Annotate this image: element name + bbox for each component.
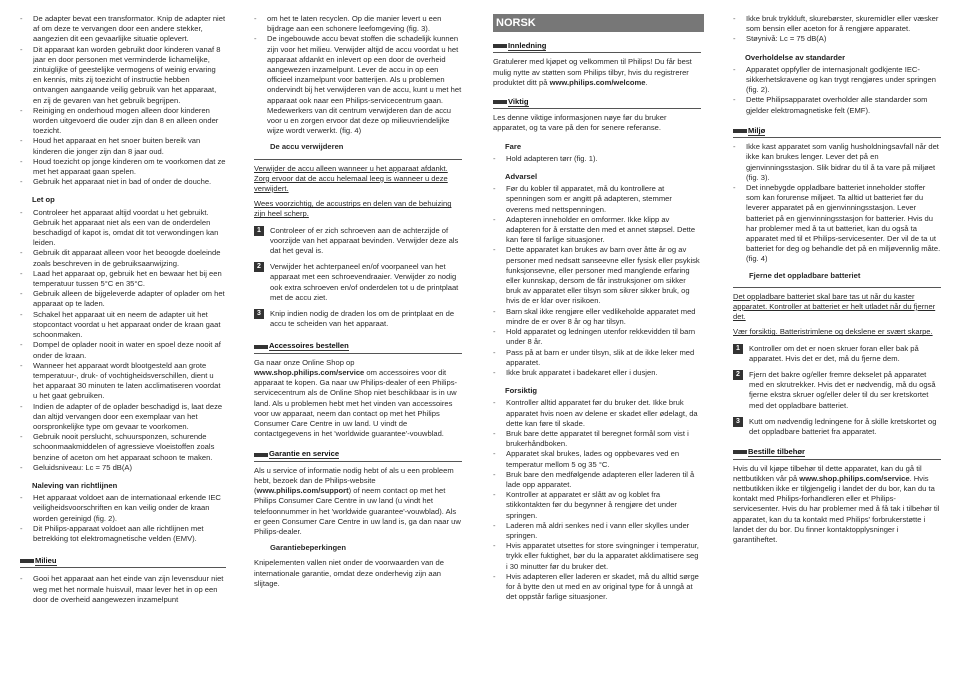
- heading-bar-icon: [493, 44, 507, 48]
- list-item: - De ingebouwde accu bevat stoffen die schadelijk kunnen zijn voor het milieu. Verwijder altijd de accu voordat u het apparaat afdankt en inlevert op een door de overheid aangewezen inzamelpunt. Lever de accu in op een officieel inzamelpunt voor batterijen. Als u problemen ondervindt bij het verwijderen van de accu, kunt u met het apparaat ook naar een Philips-servicecentrum gaan. Medewerkers van dit centrum verwijderen dan de accu voor u en zorgen ervoor dat deze op milieuvriendelijke wijze wordt verwerkt. (fig. 4): [254, 34, 462, 136]
- list-item: - Gebruik dit apparaat alleen voor het beoogde doeleinde zoals beschreven in de gebruiksaanwijzing.: [20, 248, 226, 268]
- heading-bar-icon: [493, 100, 507, 104]
- list-item: - om het te laten recyclen. Op die manier levert u een bijdrage aan een schonere leefomgeving (fig. 3).: [254, 14, 462, 34]
- warning-text: Verwijder de accu alleen wanneer u het apparaat afdankt. Zorg ervoor dat de accu helemaal leeg is wanneer u deze verwijdert.: [254, 163, 448, 194]
- list-item: - Houd toezicht op jonge kinderen om te voorkomen dat ze met het apparaat gaan spelen.: [20, 157, 226, 177]
- heading-bar-icon: [254, 453, 268, 457]
- paragraph: Ga naar onze Online Shop op www.shop.philips.com/service om accessoires voor dit apparaat te kopen. Ga naar uw Philips-dealer of een Philips-servicecentrum als de Online Shop niet beschikbaar is in uw land. Als u problemen hebt met het vinden van accessoires voor uw apparaat, neem dan contact op met het Philips Consumer Care Centre in uw land. U vindt de contactgegevens in het 'worldwide guarantee'-vouwblad.: [254, 357, 458, 439]
- heading-bar-icon: [733, 450, 747, 454]
- list-item: - Geluidsniveau: Lc = 75 dB(A): [20, 463, 226, 473]
- column-3: [493, 14, 701, 602]
- heading-bar-icon: [254, 345, 268, 349]
- section-heading-milieu: Milieu: [20, 556, 226, 566]
- paragraph: Knipelementen vallen niet onder de voorwaarden van de internationale garantie, omdat deze onderhevig zijn aan slijtage.: [254, 558, 444, 588]
- list-item: - Hold adapteren tørr (fig. 1).: [493, 154, 701, 164]
- shop-link[interactable]: www.shop.philips.com/service: [799, 473, 910, 483]
- list-item: - Hold apparatet og ledningen utenfor rekkevidden til barn under 8 år.: [493, 327, 701, 347]
- step-3: 3 Kutt om nødvendig ledningene for å skille kretskortet og det oppladbare batteriet fra apparatet.: [733, 417, 941, 437]
- safety-list: [20, 14, 226, 187]
- divider: [733, 459, 941, 460]
- step-2: 2 Fjern det bakre og/eller fremre dekselet på apparatet med en skrutrekker. Hvis det er nødvendig, må du også fjerne ekstra skruer og/eller deler til du ser kretskortet med det oppladbare batteriet.: [733, 370, 941, 411]
- list-item: - Barn skal ikke rengjøre eller vedlikeholde apparatet med mindre de er over 8 år og har tilsyn.: [493, 307, 701, 327]
- list-item: - Bruk bare den medfølgende adapteren eller laderen til å lade opp apparatet.: [493, 470, 701, 490]
- list-item: - Dit apparaat kan worden gebruikt door kinderen vanaf 8 jaar en door personen met verminderde lichamelijke, zintuiglijke of geestelijke vermogens of weinig ervaring en kennis, mits zij toezicht of instructie hebben ontvangen aangaande veilig gebruik van het apparaat, en zij de gevaren van het gebruik begrijpen.: [20, 45, 226, 106]
- list-item: - Adapteren inneholder en omformer. Ikke klipp av adapteren for å erstatte den med et annet støpsel. Dette kan føre til farlige situasjoner.: [493, 215, 701, 246]
- list-item: - Før du kobler til apparatet, må du kontrollere at spenningen som er angitt på adapteren, stemmer overens med nettspenningen.: [493, 184, 701, 215]
- section-subheading: Forsiktig: [505, 386, 538, 396]
- section-heading-garantie: Garantie en service: [254, 449, 462, 459]
- environment-list: [733, 142, 941, 264]
- list-item: - Laad het apparaat op, gebruik het en bewaar het bij een temperatuur tussen 5°C en 35°C.: [20, 269, 226, 289]
- list-item: - Dompel de oplader nooit in water en spoel deze nooit af onder de kraan.: [20, 340, 226, 360]
- list-item: - Kontroller at apparatet er slått av og koblet fra stikkontakten før du begynner å rengjøre det under springen.: [493, 490, 701, 521]
- section-heading-bestille: Bestille tilbehør: [733, 447, 941, 457]
- section-subheading: Naleving van richtlijnen: [32, 480, 118, 490]
- paragraph: Gratulerer med kjøpet og velkommen til Philips! Du får best mulig nytte av støtten som Philips tilbyr, hvis du registrerer produktet ditt på www.philips.com/welcome.: [493, 57, 692, 87]
- list-item: - Pass på at barn er under tilsyn, slik at de ikke leker med apparatet.: [493, 348, 701, 368]
- warning-text: Det oppladbare batteriet skal bare tas ut når du kaster apparatet. Kontroller at batteriet er helt utladet når du fjerner det.: [733, 291, 936, 322]
- compliance-list: [733, 65, 941, 116]
- column-1: [20, 14, 226, 605]
- list-item: - De adapter bevat een transformator. Knip de adapter niet af om deze te vervangen door een andere stekker, aangezien dit een gevaarlijke situatie oplevert.: [20, 14, 226, 45]
- warning-text: Vær forsiktig. Batteristrimlene og dekslene er svært skarpe.: [733, 327, 933, 337]
- divider: [493, 108, 701, 109]
- paragraph: Als u service of informatie nodig hebt of als u een probleem hebt, bezoek dan de Philips-website (www.philips.com/support) of neem contact op met het Philips Consumer Care Centre in uw land (u vindt het telefoonnummer in het 'worldwide guarantee'-vouwblad). Als er geen Consumer Care Centre in uw land is, ga dan naar uw Philips-dealer.: [254, 465, 461, 536]
- caution-list: [20, 208, 226, 473]
- language-banner: NORSK: [493, 14, 704, 32]
- divider: [20, 567, 226, 568]
- list-item: - Controleer het apparaat altijd voordat u het gebruikt. Gebruik het apparaat niet als een van de onderdelen beschadigd of kapot is, omdat dit tot verwondingen kan leiden.: [20, 208, 226, 249]
- list-item: - Hvis apparatet utsettes for store svingninger i temperatur, trykk eller fuktighet, bør du la apparatet akklimatisere seg i 30 minutter før du bruker det.: [493, 541, 701, 572]
- column-4: [733, 14, 941, 545]
- warning-text: Wees voorzichtig, de accustrips en delen van de behuizing zijn heel scherp.: [254, 199, 452, 219]
- list-item: - Wanneer het apparaat wordt blootgesteld aan grote temperatuur-, druk- of vochtigheidsverschillen, dient u het apparaat 30 minuten te laten acclimatiseren voordat u het gaat gebruiken.: [20, 361, 226, 402]
- support-link[interactable]: www.philips.com/support: [256, 486, 349, 496]
- caution-list: [493, 398, 701, 602]
- section-subheading: De accu verwijderen: [270, 142, 344, 152]
- step-1: 1 Kontroller om det er noen skruer foran eller bak på apparatet. Hvis det er det, må du fjerne dem.: [733, 344, 941, 364]
- divider: [493, 52, 701, 53]
- list-item: - Apparatet skal brukes, lades og oppbevares ved en temperatur mellom 5 og 35 °C.: [493, 449, 701, 469]
- list-item: - Dette apparatet kan brukes av barn over åtte år og av personer med nedsatt sanseevne eller fysisk eller psykisk funksjonsevne, eller personer med manglende erfaring eller kunnskap, dersom de får instruksjoner om sikker bruk av apparatet eller tilsyn som sikrer sikker bruk, og hvis de er klar over risikoen.: [493, 245, 701, 306]
- divider: [254, 461, 462, 462]
- section-subheading: Fare: [505, 141, 522, 151]
- danger-list: [493, 154, 701, 164]
- list-item: - Apparatet oppfyller de internasjonalt godkjente IEC-sikkerhetskravene og kan trygt rengjøres under springen (fig. 2).: [733, 65, 941, 96]
- list-item: - Støynivå: Lc = 75 dB(A): [733, 34, 941, 44]
- environment-list-cont: [254, 14, 462, 136]
- list-item: - Laderen må aldri senkes ned i vann eller skylles under springen.: [493, 521, 701, 541]
- list-item: - Ikke kast apparatet som vanlig husholdningsavfall når det ikke kan brukes lenger. Lever det på en gjenvinningsstasjon. Slik bidrar du til å ta vare på miljøet (fig. 3).: [733, 142, 941, 183]
- list-item: - Indien de adapter of de oplader beschadigd is, laat deze dan altijd vervangen door een exemplaar van het oorspronkelijke type om gevaar te voorkomen.: [20, 402, 226, 433]
- list-item: - Ikke bruk apparatet i badekaret eller i dusjen.: [493, 368, 701, 378]
- section-heading-miljo: Miljø: [733, 126, 941, 136]
- section-heading-innledning: Innledning: [493, 41, 701, 51]
- divider: [254, 353, 462, 354]
- list-item: - Det innebygde oppladbare batteriet inneholder stoffer som kan forurense miljøet. Ta alltid ut batteriet før du leverer apparatet på en gjenvinningsstasjon. Lever batteriet på en gjenvinningsstasjon for batterier. Hvis du har problemer med å ta ut batteriet, kan du også ta apparatet med til et Philips-servicesenter. Der vil de ta ut batteriet for deg og behandle det på en miljøvennlig måte. (fig. 4): [733, 183, 941, 265]
- list-item: - Gebruik het apparaat niet in bad of onder de douche.: [20, 177, 226, 187]
- paragraph: Les denne viktige informasjonen nøye før du bruker apparatet, og ta vare på den for senere referanse.: [493, 113, 667, 133]
- section-subheading: Let op: [32, 195, 55, 205]
- list-item: - Gebruik alleen de bijgeleverde adapter of oplader om het apparaat op te laden.: [20, 289, 226, 309]
- step-3: 3 Knip indien nodig de draden los om de printplaat en de accu te scheiden van het apparaat.: [254, 309, 462, 329]
- section-heading-accessoires: Accessoires bestellen: [254, 341, 462, 351]
- compliance-list: [20, 493, 226, 544]
- list-item: - Kontroller alltid apparatet før du bruker det. Ikke bruk apparatet hvis noen av delene er skadet eller ødelagt, da dette kan føre til skade.: [493, 398, 701, 429]
- list-item: - Dit Philips-apparaat voldoet aan alle richtlijnen met betrekking tot elektromagnetische velden (EMV).: [20, 524, 226, 544]
- section-subheading: Fjerne det oppladbare batteriet: [749, 270, 861, 280]
- section-subheading: Overholdelse av standarder: [745, 52, 846, 62]
- heading-bar-icon: [20, 559, 34, 563]
- list-item: - Het apparaat voldoet aan de internationaal erkende IEC veiligheidsvoorschriften en kan veilig onder de kraan worden gereinigd (fig. 2).: [20, 493, 226, 524]
- section-heading-viktig: Viktig: [493, 97, 701, 107]
- heading-bar-icon: [733, 129, 747, 133]
- list-item: - Schakel het apparaat uit en neem de adapter uit het stopcontact voordat u het apparaat onder de kraan gaat schoonmaken.: [20, 310, 226, 341]
- shop-link[interactable]: www.shop.philips.com/service: [254, 368, 365, 377]
- list-item: - Dette Philipsapparatet overholder alle standarder som gjelder elektromagnetiske felt (EMF).: [733, 95, 941, 115]
- step-2: 2 Verwijder het achterpaneel en/of voorpaneel van het apparaat met een schroevendraaier. Verwijder zo nodig ook extra schroeven en/of onderdelen tot u de printplaat met de accu ziet.: [254, 262, 462, 303]
- welcome-link[interactable]: www.philips.com/welcome: [549, 77, 646, 87]
- section-subheading: Garantiebeperkingen: [270, 543, 346, 553]
- step-1: 1 Controleer of er zich schroeven aan de achterzijde of voorzijde van het apparaat bevinden. Verwijder deze als dat het geval is.: [254, 226, 462, 257]
- list-item: - Gooi het apparaat aan het einde van zijn levensduur niet weg met het normale huisvuil, maar lever het in op een door de overheid aangewezen inzamelpunt: [20, 574, 226, 605]
- list-item: - Gebruik nooit perslucht, schuursponzen, schurende schoonmaakmiddelen of agressieve vloeistoffen zoals benzine of aceton om het apparaat schoon te maken.: [20, 432, 226, 463]
- list-item: - Ikke bruk trykkluft, skurebørster, skuremidler eller væsker som bensin eller aceton for å rengjøre apparatet.: [733, 14, 941, 34]
- divider: [733, 137, 941, 138]
- caution-list-cont: [733, 14, 941, 45]
- warning-list: [493, 184, 701, 378]
- list-item: - Bruk bare dette apparatet til beregnet formål som vist i brukerhåndboken.: [493, 429, 701, 449]
- environment-list: [20, 574, 226, 605]
- list-item: - Houd het apparaat en het snoer buiten bereik van kinderen die jonger zijn dan 8 jaar oud.: [20, 136, 226, 156]
- paragraph: Hvis du vil kjøpe tilbehør til dette apparatet, kan du gå til nettbutikken vår på www.shop.philips.com/service. Hvis nettbutikken ikke er tilgjengelig i landet der du bor, kan du ta kontakt med Philips-forhandleren eller et Philips-servicesenter. Hvis du har problemer med å få tak i tilbehør til apparatet, kan du ta kontakt med Philips' forbrukerstøtte i landet der du bor. Du finner kontaktopplysninger i garantiheftet.: [733, 463, 940, 544]
- section-subheading: Advarsel: [505, 172, 538, 182]
- list-item: - Hvis adapteren eller laderen er skadet, må du alltid sørge for å bytte den ut med en av original type for å unngå at det oppstår farlige situasjoner.: [493, 572, 701, 603]
- column-2: [254, 14, 462, 589]
- list-item: - Reiniging en onderhoud mogen alleen door kinderen worden uitgevoerd die ouder zijn dan 8 en alleen onder toezicht.: [20, 106, 226, 137]
